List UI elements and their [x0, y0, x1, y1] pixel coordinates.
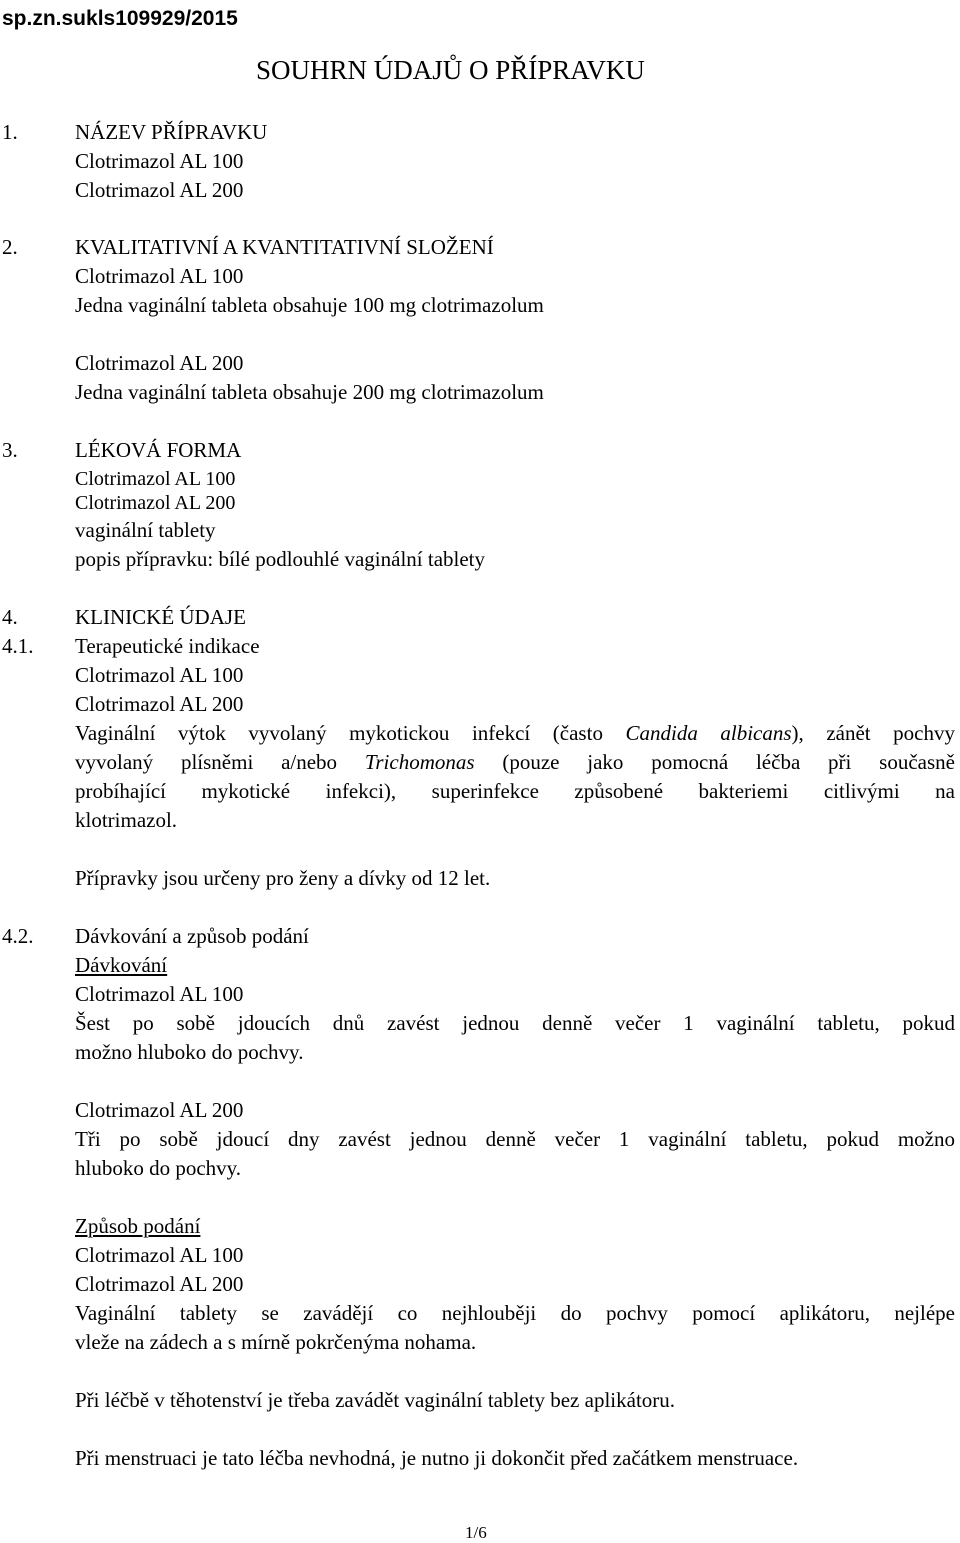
section-4-1-product-100: Clotrimazol AL 100 — [75, 663, 244, 687]
dosage-200-line-1: Tři po sobě jdoucí dny zavést jednou denně večer 1 vaginální tabletu, pokud možno — [75, 1127, 955, 1151]
section-2-desc-100: Jedna vaginální tableta obsahuje 100 mg clotrimazolum — [75, 293, 544, 317]
administration-subheading: Způsob podání — [75, 1214, 201, 1238]
section-3-number: 3. — [2, 438, 18, 462]
section-2-product-100: Clotrimazol AL 100 — [75, 264, 244, 288]
indication-age-note: Přípravky jsou určeny pro ženy a dívky od 12 let. — [75, 866, 491, 890]
dosage-100-line-1: Šest po sobě jdoucích dnů zavést jednou denně večer 1 vaginální tabletu, pokud — [75, 1011, 955, 1035]
section-1-title: NÁZEV PŘÍPRAVKU — [75, 120, 268, 144]
dosage-subheading: Dávkování — [75, 953, 168, 977]
section-4-2-number: 4.2. — [2, 924, 34, 948]
pregnancy-note: Při léčbě v těhotenství je třeba zavádět vaginální tablety bez aplikátoru. — [75, 1388, 676, 1412]
administration-product-200: Clotrimazol AL 200 — [75, 1272, 244, 1296]
indication-text: ), zánět pochvy — [791, 721, 955, 745]
indication-line-1 — [75, 719, 955, 748]
indication-text: (pouze jako pomocná léčba při současně — [474, 750, 955, 774]
indication-line-4: klotrimazol. — [75, 808, 178, 832]
document-title: SOUHRN ÚDAJŮ O PŘÍPRAVKU — [256, 55, 645, 85]
indication-line-3: probíhající mykotické infekci), superinfekce způsobené bakteriemi citlivými na — [75, 779, 955, 803]
dosage-product-100: Clotrimazol AL 100 — [75, 982, 244, 1006]
section-4-1-number: 4.1. — [2, 634, 34, 658]
menstruation-note: Při menstruaci je tato léčba nevhodná, je nutno ji dokončit před začátkem menstruace. — [75, 1446, 799, 1470]
section-3-title: LÉKOVÁ FORMA — [75, 438, 242, 462]
page-number: 1/6 — [465, 1523, 487, 1542]
dosage-100-line-2: možno hluboko do pochvy. — [75, 1040, 304, 1064]
section-4-1-product-200: Clotrimazol AL 200 — [75, 692, 244, 716]
administration-line-2: vleže na zádech a s mírně pokrčenýma nohama. — [75, 1330, 477, 1354]
organism-candida: Candida albicans — [625, 721, 792, 745]
indication-text: Vaginální výtok vyvolaný mykotickou infekcí (často — [75, 721, 626, 745]
organism-trichomonas: Trichomonas — [364, 750, 475, 774]
administration-product-100: Clotrimazol AL 100 — [75, 1243, 244, 1267]
section-1-line-1: Clotrimazol AL 100 — [75, 149, 244, 173]
section-1-number: 1. — [2, 120, 18, 144]
section-4-number: 4. — [2, 605, 18, 629]
administration-line-1: Vaginální tablety se zavádějí co nejhlouběji do pochvy pomocí aplikátoru, nejlépe — [75, 1301, 955, 1325]
section-2-product-200: Clotrimazol AL 200 — [75, 351, 244, 375]
section-3-line-2: Clotrimazol AL 200 — [75, 492, 236, 514]
section-1-line-2: Clotrimazol AL 200 — [75, 178, 244, 202]
section-4-title: KLINICKÉ ÚDAJE — [75, 605, 246, 629]
section-4-2-title: Dávkování a způsob podání — [75, 924, 309, 948]
indication-line-2 — [75, 748, 955, 777]
section-2-number: 2. — [2, 235, 18, 259]
section-3-line-3: vaginální tablety — [75, 518, 216, 542]
section-2-title: KVALITATIVNÍ A KVANTITATIVNÍ SLOŽENÍ — [75, 235, 494, 259]
dosage-200-line-2: hluboko do pochvy. — [75, 1156, 242, 1180]
dosage-product-200: Clotrimazol AL 200 — [75, 1098, 244, 1122]
section-4-1-title: Terapeutické indikace — [75, 634, 260, 658]
indication-text: vyvolaný plísněmi a/nebo — [75, 750, 365, 774]
section-2-desc-200: Jedna vaginální tableta obsahuje 200 mg clotrimazolum — [75, 380, 544, 404]
document-reference: sp.zn.sukls109929/2015 — [2, 7, 238, 30]
section-3-line-4: popis přípravku: bílé podlouhlé vaginální tablety — [75, 547, 486, 571]
section-3-line-1: Clotrimazol AL 100 — [75, 468, 236, 490]
